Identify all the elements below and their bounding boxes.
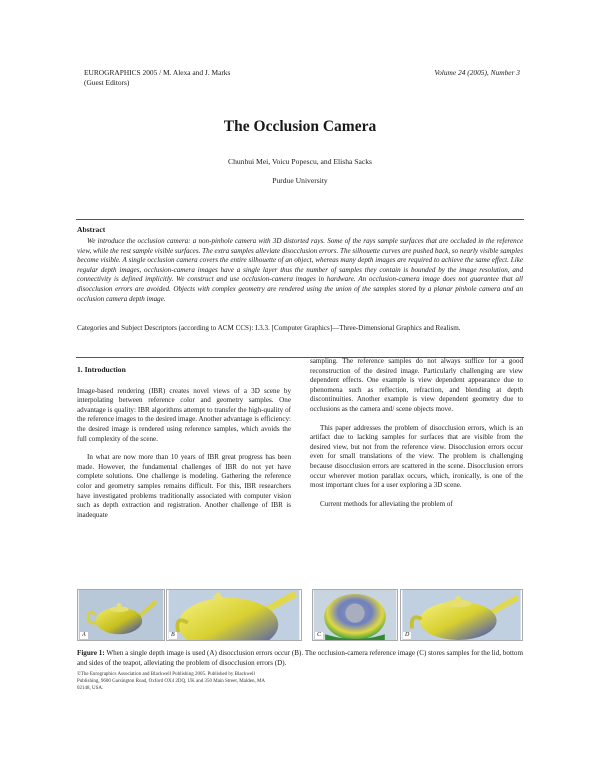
figure-panel-b (166, 589, 302, 641)
conference-line: EUROGRAPHICS 2005 / M. Alexa and J. Marks (84, 68, 231, 77)
right-paragraph-3: Current methods for alleviating the problem of (320, 499, 453, 508)
section-heading-introduction: 1. Introduction (77, 365, 126, 374)
figure-panel-c (312, 589, 398, 641)
intro-paragraph-2: In what are now more than 10 years of IBR great progress has been made. However, the fundamental challenges of IBR do not yet have complete solutions. One challenge is modeling. Gathering the reference color and geometry samples remains difficult. For this, IBR researchers have investigated problems traditionally associated with computer vision such as depth extraction and registration. Another challenge of IBR is inadequate (77, 453, 291, 519)
figure-caption (77, 649, 523, 668)
figure-panel-d (400, 589, 523, 641)
right-column (310, 357, 523, 518)
acm-categories: Categories and Subject Descriptors (according to ACM CCS): I.3.3. [Computer Graphics]—Three-Dimensional Graphics and Realism. (77, 324, 461, 332)
teapot-image-c (313, 590, 397, 640)
figure-caption-label: Figure 1: (77, 649, 105, 657)
intro-paragraph-1: Image-based rendering (IBR) creates novel views of a 3D scene by interpolating between reference color and geometry samples. One advantage is quality: IBR algorithms attempt to transfer the high-quality of the reference images to the desired image. Another advantage is efficiency: the desired image is rendered using reference samples, which avoids the full complexity of the scene. (77, 386, 291, 443)
figure-label-d: D (405, 632, 410, 638)
figure-label-c: C (317, 632, 322, 638)
abstract-top-rule (76, 219, 524, 220)
figure-label-b: B (171, 632, 175, 638)
paper-title: The Occlusion Camera (223, 118, 377, 135)
left-column (77, 365, 291, 529)
figure-label-a: A (82, 632, 86, 638)
affiliation: Purdue University (272, 176, 328, 185)
teapot-image-d (401, 590, 522, 640)
running-header-left (84, 68, 230, 87)
right-paragraph-1: sampling. The reference samples do not always suffice for a good reconstruction of the desired image. Particularly challenging are view dependent effects. One example is view dependent appearance due to phenomena such as reflection, refraction, and blending at depth discontinuities. Another example is view dependent geometry due to occlusions as the camera and/ scene objects move. (310, 357, 523, 413)
copyright-notice: ©The Eurographics Association and Blackwell Publishing 2005. Published by Blackwell Publishing, 9600 Garsington Road, Oxford OX4 2DQ, UK and 350 Main Street, Malden, MA 02148, USA. (77, 672, 265, 691)
figure-caption-text: When a single depth image is used (A) disocclusion errors occur (B). The occlusion-camera reference image (C) stores samples for the lid, bottom and sides of the teapot, alleviating the problem of disocclusion errors (D). (77, 649, 523, 667)
author-list: Chunhui Mei, Voicu Popescu, and Elisha Sacks (228, 157, 372, 166)
abstract-body: We introduce the occlusion camera: a non-pinhole camera with 3D distorted rays. Some of the rays sample surfaces that are occluded in the reference view, while the rest sample visible surfaces. The extra samples alleviate disocclusion errors. The silhouette curves are pushed back, so nearly visible samples become visible. A single occlusion camera covers the entire silhouette of an object, whereas many depth images are required to achieve the same effect. Like regular depth images, occlusion-camera images have a single layer thus the number of samples they contain is bounded by the image resolution, and connectivity is defined implicitly. We construct and use occlusion-camera images in hardware. An occlusion-camera image does not guarantee that all disocclusion errors are avoided. Objects with complex geometry are rendered using the union of the samples stored by a planar pinhole camera and an occlusion camera depth image. (77, 237, 523, 303)
abstract-heading: Abstract (77, 225, 106, 234)
volume-info: Volume 24 (2005), Number 3 (434, 68, 520, 77)
teapot-image-a (78, 590, 164, 640)
right-paragraph-2: This paper addresses the problem of disocclusion errors, which is an artifact due to lacking samples for surfaces that are visible from the desired view, but not from the reference view. Disocclusion errors occur even for small translations of the view. The problem is challenging because disocclusion errors are scattered in the scene. Disocclusion errors occur wherever motion parallax occurs, which, ironically, is one of the most important clues for a user exploring a 3D scene. (310, 423, 523, 490)
guest-editors-line: (Guest Editors) (84, 77, 130, 87)
teapot-image-b (167, 590, 301, 640)
figure-panel-a (77, 589, 165, 641)
